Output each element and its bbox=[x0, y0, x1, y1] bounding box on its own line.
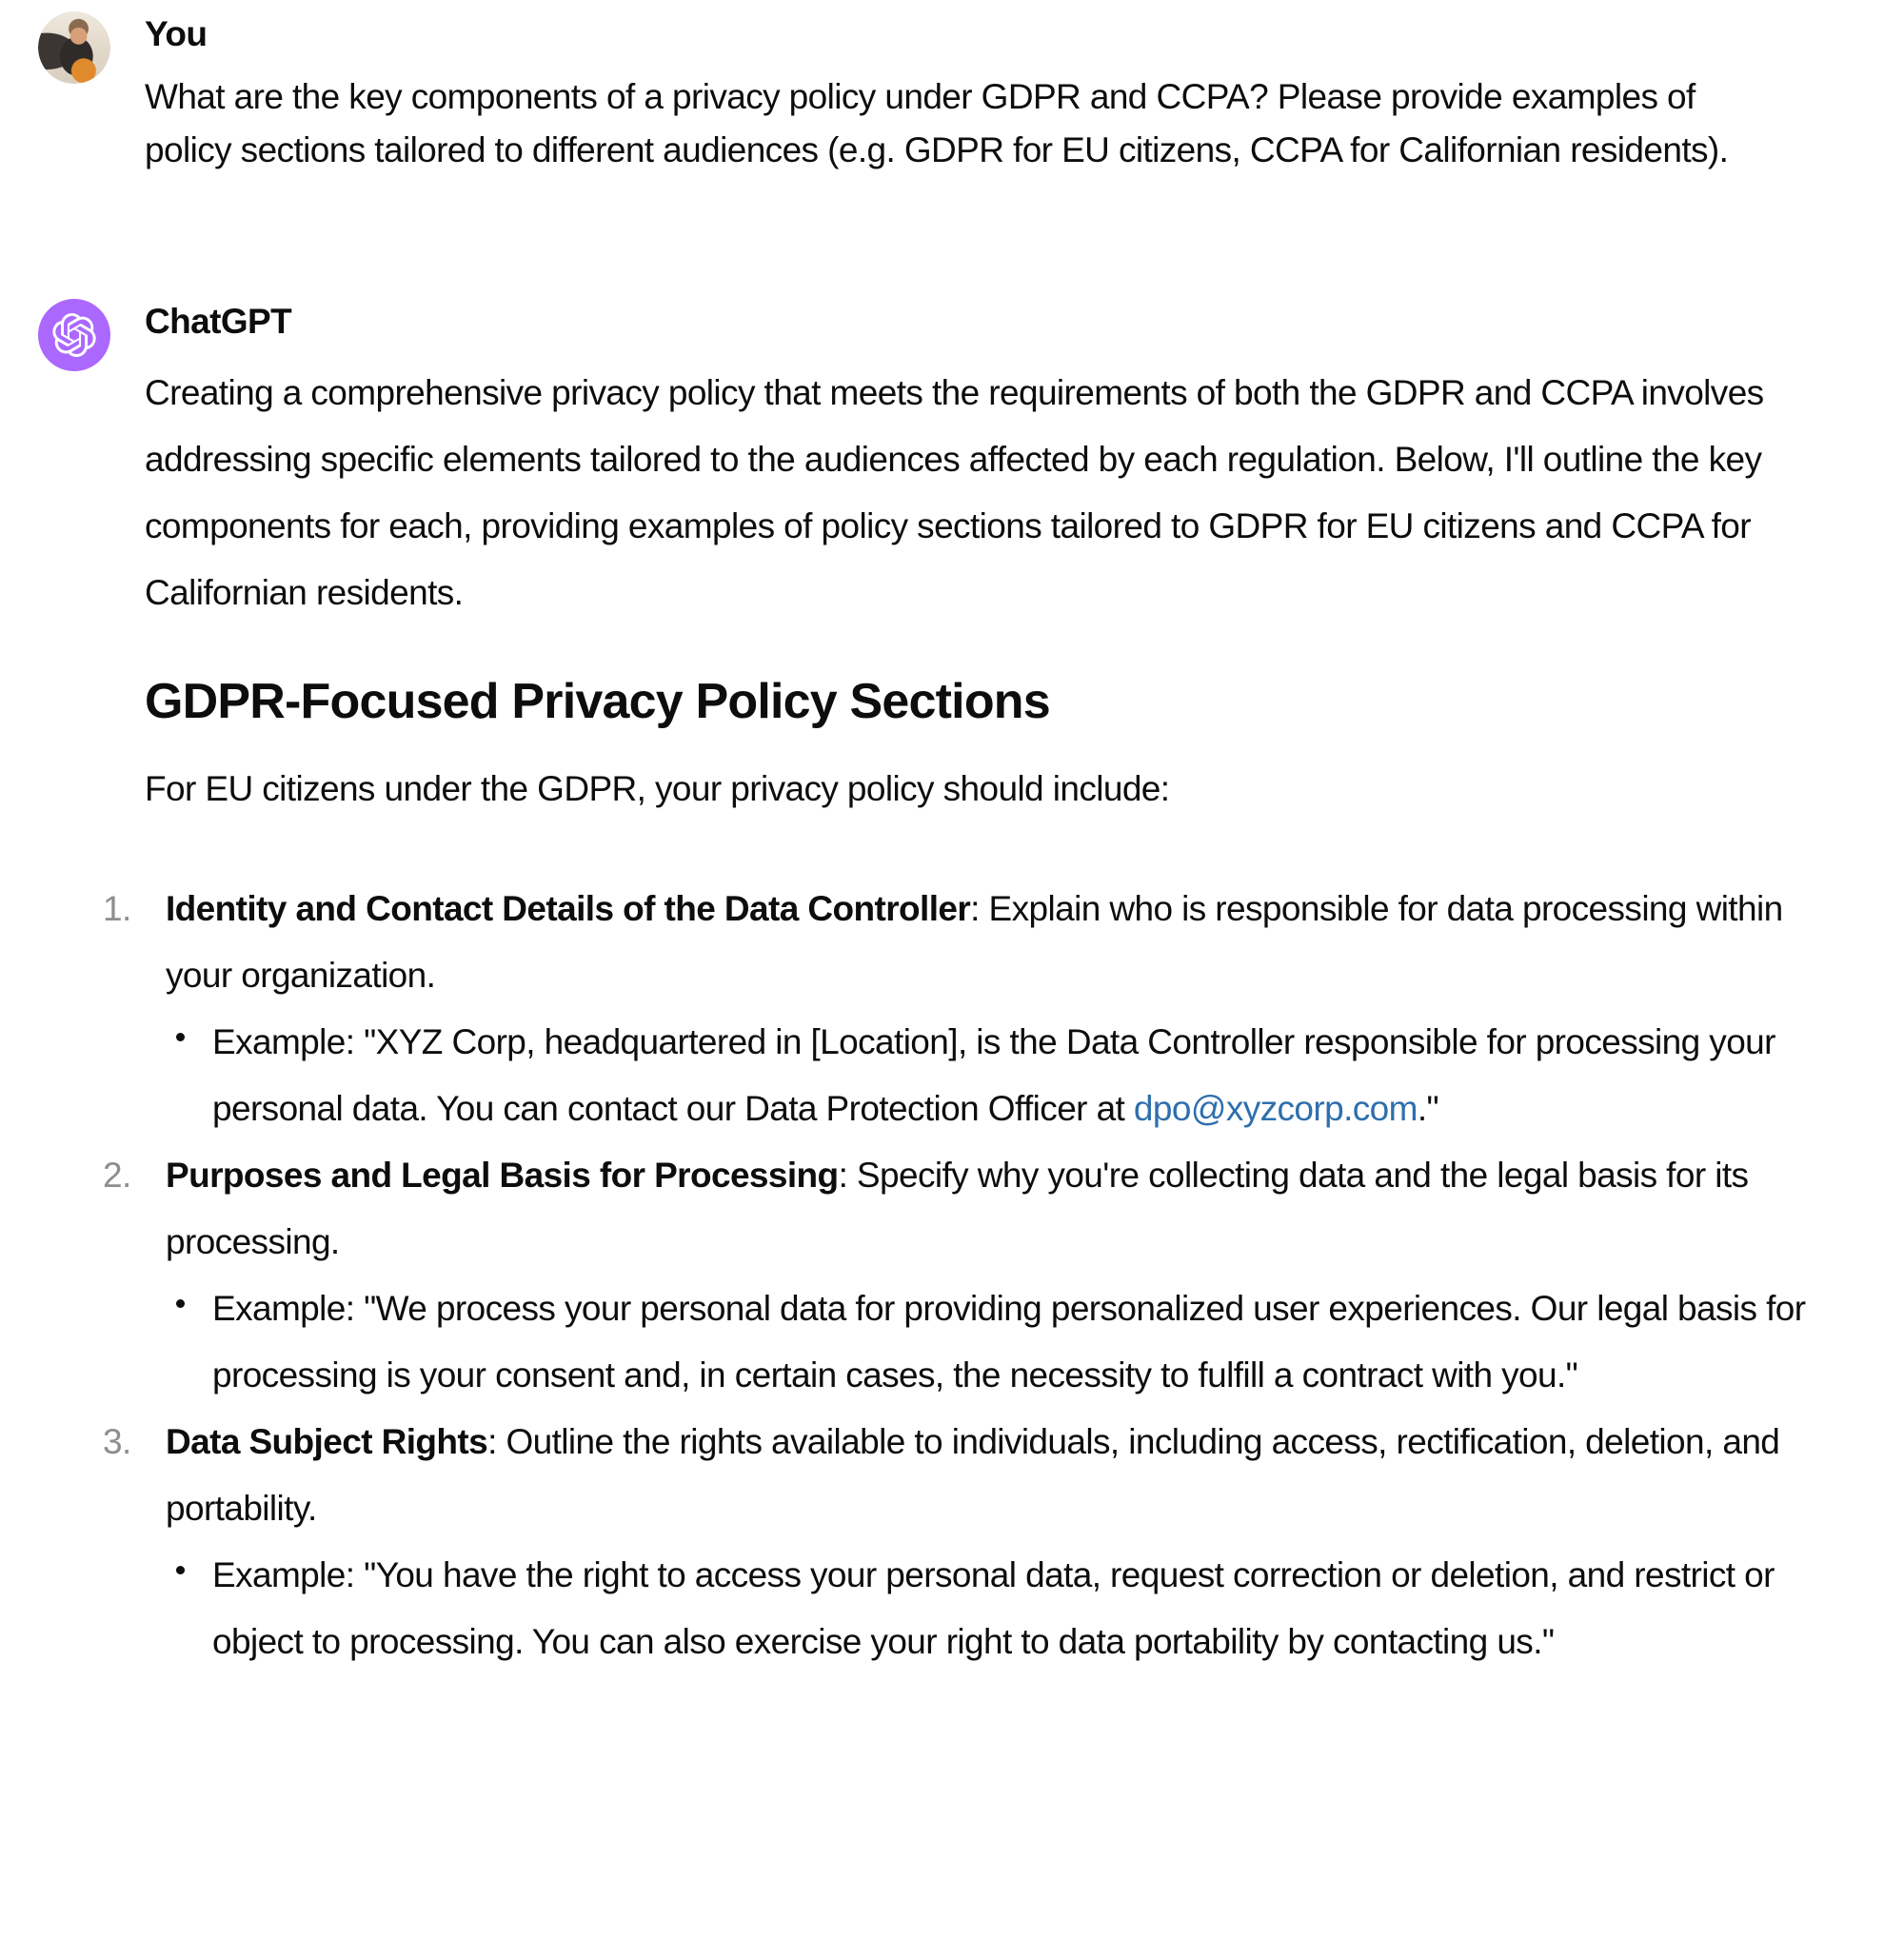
list-marker-3: 3. bbox=[103, 1422, 131, 1461]
list-item-2-body: : Specify why you're collecting data and the legal basis for its processing. bbox=[166, 1156, 1749, 1261]
user-turn-content bbox=[145, 11, 1809, 177]
list-item-1 bbox=[103, 876, 1809, 1142]
list-item-1-body: : Explain who is responsible for data processing within your organization. bbox=[166, 889, 1783, 995]
conversation bbox=[0, 11, 1904, 1675]
user-turn bbox=[0, 11, 1904, 177]
example-item-1 bbox=[212, 1009, 1809, 1142]
gdpr-policy-list bbox=[103, 876, 1809, 1675]
example-3-text: Example: "You have the right to access your personal data, request correction or deletion, and restrict or object to processing. You can also exercise your right to data portability by contacting us." bbox=[212, 1555, 1775, 1661]
list-item-2-examples bbox=[166, 1276, 1809, 1409]
list-marker-1: 1. bbox=[103, 889, 131, 928]
example-1-text: Example: "XYZ Corp, headquartered in [Location], is the Data Controller responsible for processing your personal data. You can contact our Data Protection Officer at bbox=[212, 1022, 1775, 1128]
list-item-3-examples bbox=[166, 1542, 1809, 1675]
example-2-text: Example: "We process your personal data for providing personalized user experiences. Our legal basis for processing is your consent and, in certain cases, the necessity to fulfill a contract with you." bbox=[212, 1289, 1806, 1395]
assistant-turn-content bbox=[103, 299, 1809, 1675]
list-item-3-body: : Outline the rights available to individuals, including access, rectification, deletion, and portability. bbox=[166, 1422, 1780, 1528]
example-item-3 bbox=[212, 1542, 1809, 1675]
assistant-speaker-label: ChatGPT bbox=[145, 302, 292, 341]
assistant-intro-paragraph: Creating a comprehensive privacy policy that meets the requirements of both the GDPR and CCPA involves addressing specific elements tailored to the audiences affected by each regulation. Below, I'll outline the key components for each, providing examples of policy sections tailored to GDPR for EU citizens and CCPA for Californian residents. bbox=[145, 373, 1764, 612]
list-item-1-examples bbox=[166, 1009, 1809, 1142]
list-item-3-title: Data Subject Rights bbox=[166, 1422, 488, 1461]
assistant-turn bbox=[0, 299, 1904, 1675]
user-avatar bbox=[38, 11, 110, 84]
openai-logo-icon bbox=[52, 313, 96, 357]
example-item-2 bbox=[212, 1276, 1809, 1409]
user-speaker-label: You bbox=[145, 14, 208, 53]
list-item-2-title: Purposes and Legal Basis for Processing bbox=[166, 1156, 839, 1195]
section-lead: For EU citizens under the GDPR, your privacy policy should include: bbox=[145, 769, 1170, 808]
dpo-email-link[interactable]: dpo@xyzcorp.com bbox=[1133, 1089, 1418, 1128]
section-heading: GDPR-Focused Privacy Policy Sections bbox=[145, 674, 1050, 729]
user-message-text: What are the key components of a privacy policy under GDPR and CCPA? Please provide examples of policy sections tailored to different audiences (e.g. GDPR for EU citizens, CCPA for Californian residents). bbox=[145, 77, 1729, 169]
chatgpt-avatar bbox=[38, 299, 110, 371]
list-marker-2: 2. bbox=[103, 1156, 131, 1195]
list-item-1-title: Identity and Contact Details of the Data Controller bbox=[166, 889, 971, 928]
list-item-2 bbox=[103, 1142, 1809, 1409]
list-item-3 bbox=[103, 1409, 1809, 1675]
user-photo bbox=[38, 11, 110, 84]
example-1-text-after: ." bbox=[1417, 1089, 1439, 1128]
